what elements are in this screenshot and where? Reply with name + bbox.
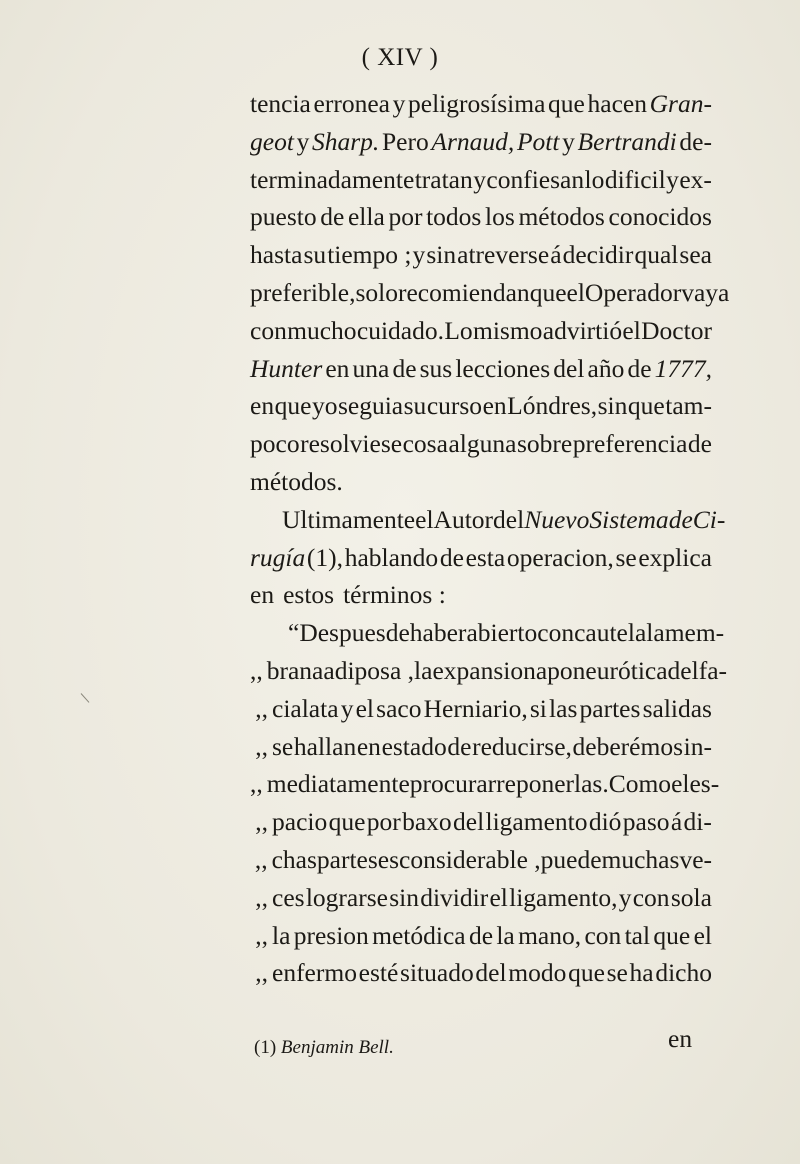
word: curso bbox=[426, 391, 483, 421]
word: lecciones bbox=[455, 353, 551, 383]
word: de bbox=[447, 731, 472, 761]
word: baxo bbox=[402, 807, 452, 837]
word: operacion, bbox=[506, 542, 614, 572]
word: ligamento, bbox=[509, 882, 618, 912]
word: modo bbox=[508, 958, 567, 988]
word: sea bbox=[679, 240, 712, 270]
word: en bbox=[325, 353, 350, 383]
quote-mark: ,, bbox=[255, 807, 268, 837]
word: ligamento bbox=[485, 807, 588, 837]
word: estado bbox=[381, 731, 447, 761]
word: cialata bbox=[272, 693, 339, 723]
word: del bbox=[553, 353, 585, 383]
quoted-text bbox=[272, 690, 712, 728]
quote-mark: ,, bbox=[255, 920, 268, 950]
word: Herniario, bbox=[423, 693, 528, 723]
word: del bbox=[493, 504, 525, 534]
word: que bbox=[274, 391, 312, 421]
word: partes bbox=[579, 693, 641, 723]
text-line bbox=[250, 728, 712, 766]
word: Pero bbox=[381, 126, 429, 156]
word: tam- bbox=[665, 391, 712, 421]
word: 1777, bbox=[654, 353, 712, 383]
word: considerable , bbox=[399, 844, 541, 874]
word: á bbox=[550, 240, 562, 270]
word: Ultimamente bbox=[282, 504, 416, 534]
word: Lóndres, bbox=[507, 391, 598, 421]
word: una bbox=[352, 353, 390, 383]
word: y bbox=[562, 126, 575, 156]
word: erronea bbox=[313, 89, 390, 118]
word: y bbox=[340, 693, 354, 723]
text-line bbox=[250, 954, 712, 992]
word: del bbox=[453, 807, 485, 837]
word: “Despues bbox=[288, 618, 386, 648]
word: cautela bbox=[574, 618, 647, 648]
word: la bbox=[414, 655, 433, 685]
text-line bbox=[250, 161, 712, 199]
word: mano, bbox=[518, 920, 582, 950]
word: es- bbox=[689, 769, 720, 799]
word: Ci- bbox=[692, 504, 726, 534]
word: presion bbox=[293, 920, 369, 950]
word: pacio bbox=[272, 807, 328, 837]
text-line bbox=[250, 917, 712, 955]
text-line bbox=[250, 841, 712, 879]
quote-mark: ,, bbox=[250, 769, 263, 799]
word: del bbox=[667, 655, 699, 685]
word: año bbox=[587, 353, 625, 383]
word: mismo bbox=[472, 315, 543, 345]
word: con bbox=[584, 920, 622, 950]
word: con bbox=[632, 882, 670, 912]
word: Gran- bbox=[649, 89, 712, 118]
word: Hunter bbox=[250, 353, 323, 383]
quote-mark: ,, bbox=[255, 882, 268, 912]
word: procurar bbox=[409, 769, 497, 799]
word: y bbox=[412, 240, 426, 270]
word: en bbox=[250, 391, 275, 421]
page-number: ( XIV ) bbox=[361, 44, 439, 71]
word: ella bbox=[347, 202, 385, 232]
text-line bbox=[250, 539, 712, 577]
footnote-text: Benjamin Bell. bbox=[280, 1037, 394, 1058]
word: Bertrandi bbox=[577, 126, 677, 156]
word: tiempo ; bbox=[327, 240, 412, 270]
word: se bbox=[606, 958, 628, 988]
quote-mark: ,, bbox=[255, 731, 268, 761]
word: esté bbox=[358, 958, 399, 988]
text-line bbox=[250, 236, 712, 274]
word: alguna bbox=[448, 429, 517, 459]
word: poco bbox=[250, 429, 300, 459]
word: lo bbox=[584, 164, 605, 194]
text-line bbox=[250, 765, 720, 803]
word: sobre bbox=[516, 429, 573, 459]
text-line bbox=[250, 350, 712, 388]
word: di- bbox=[683, 807, 712, 837]
word: Sistema bbox=[589, 504, 669, 534]
word: rugía bbox=[250, 542, 306, 572]
word: muchas bbox=[601, 844, 680, 874]
word: métodos bbox=[518, 202, 605, 232]
word: fa- bbox=[698, 655, 728, 685]
word: y bbox=[392, 89, 406, 118]
word: decidir bbox=[562, 240, 634, 270]
word: paso bbox=[622, 807, 670, 837]
footnote bbox=[254, 1037, 394, 1059]
word: expansion bbox=[432, 655, 536, 685]
word: en bbox=[250, 580, 275, 610]
word: en bbox=[356, 731, 381, 761]
text-line bbox=[250, 463, 712, 501]
text-line bbox=[250, 576, 712, 614]
quoted-text bbox=[272, 841, 712, 879]
word: situado bbox=[400, 958, 474, 988]
word: que bbox=[627, 391, 665, 421]
word: todos bbox=[426, 202, 482, 232]
word: la bbox=[496, 920, 515, 950]
word: del bbox=[475, 958, 507, 988]
text-line bbox=[250, 501, 726, 539]
word: de bbox=[687, 429, 712, 459]
word: seguia bbox=[337, 391, 404, 421]
word: cosa bbox=[402, 429, 448, 459]
quoted-text bbox=[267, 765, 719, 803]
word: es bbox=[377, 844, 400, 874]
quoted-text bbox=[272, 954, 712, 992]
text-line bbox=[250, 690, 712, 728]
quoted-text bbox=[272, 728, 712, 766]
word: tal bbox=[624, 920, 651, 950]
catchword: en bbox=[668, 1024, 693, 1053]
word: términos : bbox=[343, 580, 446, 610]
word: se bbox=[615, 542, 637, 572]
word: advirtió bbox=[542, 315, 623, 345]
word: la bbox=[646, 618, 665, 648]
word: que bbox=[568, 958, 605, 988]
word: conocidos bbox=[608, 202, 712, 232]
word: reducirse, bbox=[472, 731, 572, 761]
word: de bbox=[385, 618, 410, 648]
text-line bbox=[250, 123, 712, 161]
word: sola bbox=[670, 882, 712, 912]
word: mucho bbox=[287, 315, 357, 345]
word: que bbox=[548, 89, 585, 118]
quoted-text bbox=[267, 652, 727, 690]
word: sin bbox=[389, 882, 419, 912]
text-line bbox=[250, 312, 712, 350]
word: el bbox=[489, 882, 508, 912]
word: lograrse bbox=[305, 882, 388, 912]
word: hablando bbox=[344, 542, 439, 572]
word: Operador bbox=[584, 277, 682, 307]
word: de bbox=[468, 920, 494, 950]
word: tencia bbox=[250, 89, 311, 118]
word: recomiendan bbox=[398, 277, 530, 307]
quoted-text bbox=[272, 879, 712, 917]
word: salidas bbox=[642, 693, 712, 723]
word: puede bbox=[540, 844, 602, 874]
word: dió bbox=[588, 807, 622, 837]
word: Sharp. bbox=[312, 126, 380, 156]
word: y bbox=[296, 126, 310, 156]
word: puesto bbox=[250, 202, 317, 232]
word: metódica bbox=[372, 920, 466, 950]
text-line bbox=[250, 274, 730, 312]
word: de- bbox=[679, 126, 712, 156]
word: mediatamente bbox=[266, 769, 410, 799]
word: y bbox=[666, 164, 679, 194]
word: esta bbox=[465, 542, 506, 572]
word: su bbox=[303, 240, 327, 270]
word: dificil bbox=[604, 164, 666, 194]
word: con bbox=[537, 618, 575, 648]
word: el bbox=[566, 277, 585, 307]
word: preferencia bbox=[572, 429, 688, 459]
word: adiposa , bbox=[323, 655, 415, 685]
word: partes bbox=[316, 844, 378, 874]
word: abierto bbox=[466, 618, 538, 648]
footnote-marker: (1) bbox=[254, 1037, 277, 1058]
word: haber bbox=[409, 618, 467, 648]
word: por bbox=[388, 202, 423, 232]
word: terminadamente bbox=[250, 164, 415, 194]
text-line bbox=[250, 803, 712, 841]
word: la bbox=[272, 920, 291, 950]
word: Lo bbox=[444, 315, 473, 345]
word: sus bbox=[419, 353, 453, 383]
word: Pott bbox=[516, 126, 560, 156]
word: qual bbox=[634, 240, 679, 270]
word: á bbox=[670, 807, 683, 837]
word: el bbox=[355, 693, 374, 723]
word: reponerlas. bbox=[496, 769, 609, 799]
word: Doctor bbox=[641, 315, 712, 345]
word: tratan bbox=[414, 164, 473, 194]
text-line bbox=[250, 85, 712, 123]
word: que bbox=[653, 920, 691, 950]
word: solo bbox=[355, 277, 398, 307]
word: las bbox=[549, 693, 578, 723]
word: ve- bbox=[679, 844, 712, 874]
word: saco bbox=[376, 693, 422, 723]
word: resolviese bbox=[300, 429, 403, 459]
word: de bbox=[320, 202, 345, 232]
word: el bbox=[622, 315, 641, 345]
word: Como bbox=[608, 769, 672, 799]
word: que bbox=[529, 277, 567, 307]
quote-mark: ,, bbox=[250, 655, 263, 685]
word: (1), bbox=[306, 542, 344, 572]
word: su bbox=[403, 391, 427, 421]
word: los bbox=[485, 202, 515, 232]
word: sin bbox=[426, 240, 457, 270]
word: enfermo bbox=[272, 958, 357, 988]
word: dividir bbox=[420, 882, 489, 912]
word: aponeurótica bbox=[535, 655, 668, 685]
word: cuidado. bbox=[356, 315, 444, 345]
body-text bbox=[250, 85, 730, 992]
word: explica bbox=[638, 542, 712, 572]
word: y bbox=[618, 882, 632, 912]
word: yo bbox=[311, 391, 338, 421]
word: de bbox=[668, 504, 693, 534]
word: in- bbox=[683, 731, 712, 761]
word: ha bbox=[629, 958, 654, 988]
text-line bbox=[250, 879, 712, 917]
word: el bbox=[415, 504, 434, 534]
word: confiesan bbox=[486, 164, 585, 194]
word: si bbox=[529, 693, 547, 723]
word: de bbox=[627, 353, 652, 383]
word: ces bbox=[272, 882, 305, 912]
word: con bbox=[250, 315, 287, 345]
word: deberémos bbox=[572, 731, 684, 761]
word: brana bbox=[266, 655, 324, 685]
word: atreverse bbox=[457, 240, 550, 270]
word: el bbox=[671, 769, 690, 799]
word: chas bbox=[271, 844, 317, 874]
word: hallan bbox=[293, 731, 357, 761]
quote-mark: ,, bbox=[254, 844, 268, 874]
quoted-text bbox=[272, 917, 712, 955]
word: de bbox=[392, 353, 417, 383]
word: Nuevo bbox=[524, 504, 590, 534]
quote-mark: ,, bbox=[255, 958, 268, 988]
word: Arnaud, bbox=[431, 126, 515, 156]
text-line bbox=[250, 425, 712, 463]
word: ex- bbox=[679, 164, 712, 194]
quoted-text bbox=[272, 803, 712, 841]
text-line bbox=[250, 614, 725, 652]
word: hasta bbox=[250, 240, 303, 270]
word: que bbox=[328, 807, 366, 837]
text-line bbox=[250, 652, 728, 690]
quote-mark: ,, bbox=[255, 693, 268, 723]
word: dicho bbox=[655, 958, 712, 988]
word: geot bbox=[250, 126, 294, 156]
word: mem- bbox=[664, 618, 725, 648]
word: hacen bbox=[587, 89, 647, 118]
word: peligrosísima bbox=[408, 89, 546, 118]
margin-mark bbox=[81, 693, 90, 703]
text-line bbox=[250, 387, 712, 425]
word: de bbox=[439, 542, 464, 572]
word: Autor bbox=[433, 504, 494, 534]
text-line bbox=[250, 198, 712, 236]
word: vaya bbox=[681, 277, 730, 307]
word: el bbox=[693, 920, 712, 950]
word: estos bbox=[283, 580, 335, 610]
word: en bbox=[482, 391, 507, 421]
word: se bbox=[272, 731, 294, 761]
word: preferible, bbox=[250, 277, 356, 307]
word: sin bbox=[597, 391, 628, 421]
word: por bbox=[366, 807, 401, 837]
word: y bbox=[473, 164, 486, 194]
word: métodos. bbox=[250, 466, 343, 496]
